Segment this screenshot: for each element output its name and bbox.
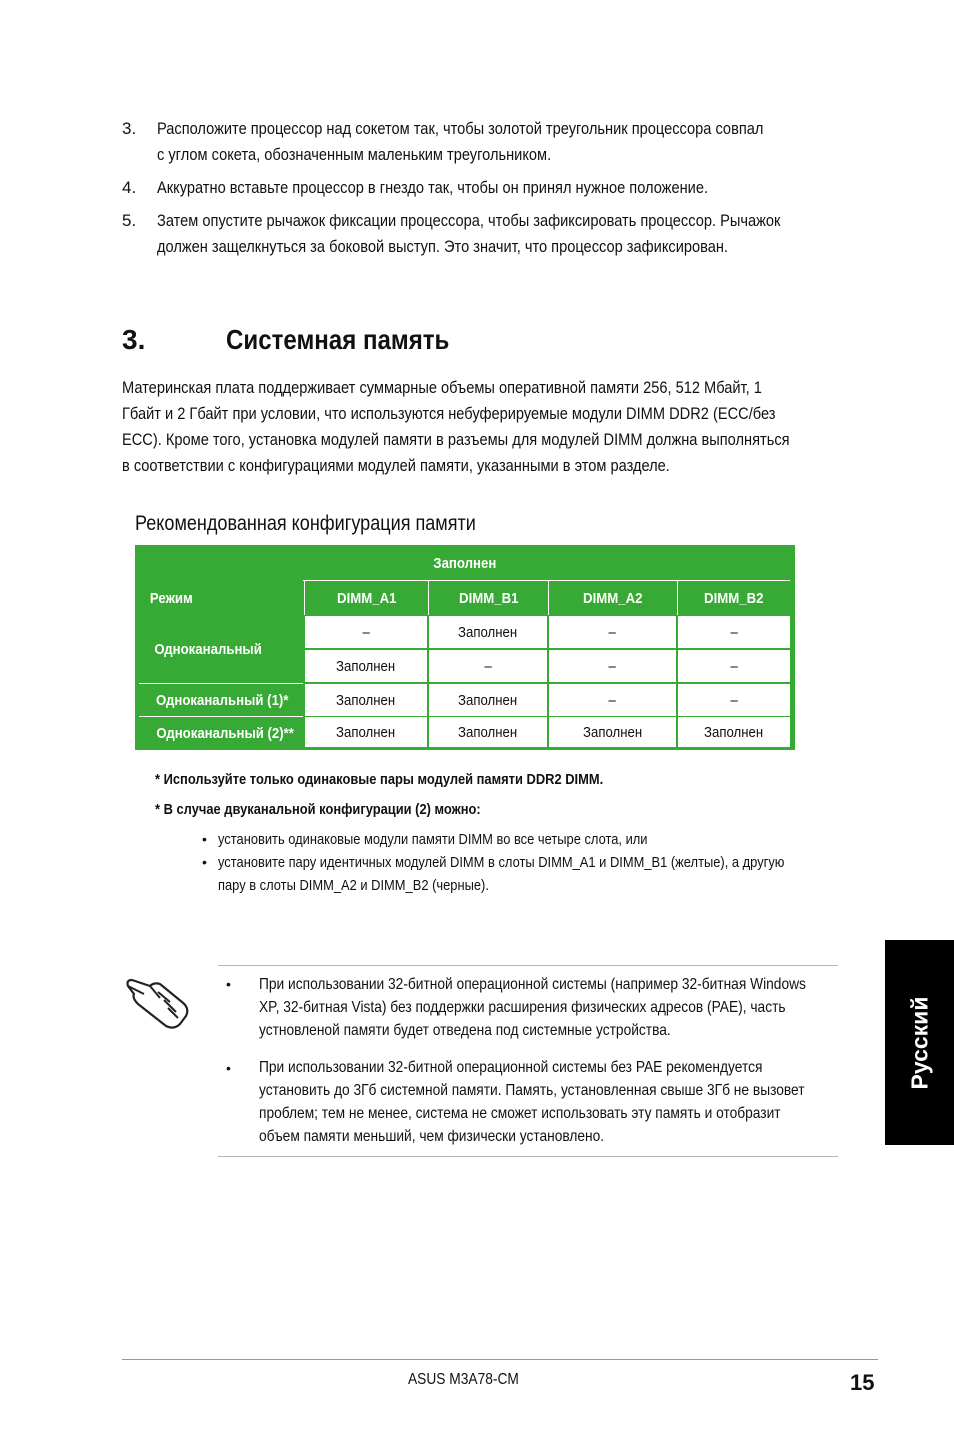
- tip-line: устновленой памяти будет отведена под системные устройства.: [259, 1022, 671, 1039]
- tip-bullet: •: [226, 976, 231, 992]
- tip-line: объем памяти меньший, чем физически установлено.: [259, 1128, 605, 1145]
- footer-rule: [122, 1359, 878, 1360]
- intro-line: ECC). Кроме того, установка модулей памяти в разъемы для модулей DIMM должна выполняться: [122, 430, 790, 449]
- column-header: DIMM_A1: [304, 581, 428, 615]
- table-cell: Заполнен: [429, 684, 547, 716]
- section-title: Системная память: [226, 324, 450, 355]
- footer-model: ASUS M3A78-CM: [408, 1371, 519, 1388]
- memory-config-table: [135, 545, 795, 750]
- tip-item: [259, 1056, 805, 1148]
- mode-label: Одноканальный: [154, 640, 262, 658]
- column-header: DIMM_B2: [677, 581, 790, 615]
- table-cell: –: [549, 616, 676, 648]
- step-line: с углом сокета, обозначенным маленьким треугольником.: [157, 145, 552, 164]
- column-header: DIMM_A2: [548, 581, 677, 615]
- step-line: Расположите процессор над сокетом так, чтобы золотой треугольник процессора совпал: [157, 119, 764, 138]
- mode-header: Режим: [149, 589, 193, 607]
- tip-line: XP, 32-битная Vista) без поддержки расширения физических адресов (PAE), часть: [259, 999, 786, 1016]
- intro-line: Гбайт и 2 Гбайт при условии, что используются небуферируемые модули DIMM DDR2 (ECC/без: [122, 404, 776, 423]
- table-cell: Заполнен: [305, 650, 427, 682]
- step-line: Аккуратно вставьте процессор в гнездо так, чтобы он принял нужное положение.: [157, 178, 709, 197]
- subsection-title: Рекомендованная конфигурация памяти: [135, 512, 476, 535]
- language-side-tab: [885, 940, 954, 1145]
- table-cell: –: [305, 616, 427, 648]
- step-number: 3.: [122, 119, 137, 138]
- table-cell: Заполнен: [678, 717, 790, 747]
- table-cell: Заполнен: [429, 616, 547, 648]
- tip-line: При использовании 32-битной операционной системы без PAE рекомендуется: [259, 1059, 763, 1076]
- table-cell: –: [678, 616, 790, 648]
- language-label: Русский: [906, 996, 932, 1089]
- step-text: [157, 116, 763, 168]
- bullet-line: установить одинаковые модули памяти DIMM во все четыре слота, или: [218, 831, 648, 848]
- tip-bullet: •: [226, 1060, 231, 1076]
- table-footnote: * Используйте только одинаковые пары модулей памяти DDR2 DIMM.: [155, 771, 604, 788]
- tip-top-rule: [218, 965, 838, 966]
- step-text: [157, 208, 780, 260]
- bullet-marker: •: [202, 854, 207, 870]
- table-cell: –: [549, 650, 676, 682]
- column-header: DIMM_B1: [428, 581, 548, 615]
- intro-paragraph: [122, 375, 790, 479]
- table-footnote: * В случае двуканальной конфигурации (2) можно:: [155, 801, 481, 818]
- bullet-item: [218, 851, 784, 897]
- step-line: Затем опустите рычажок фиксации процессора, чтобы зафиксировать процессор. Рычажок: [157, 211, 781, 230]
- table-cell: Заполнен: [429, 717, 547, 747]
- group-header: Заполнен: [433, 554, 497, 572]
- hand-note-icon: [124, 972, 194, 1032]
- tip-line: При использовании 32-битной операционной системы (например 32-битная Windows: [259, 976, 806, 993]
- tip-bottom-rule: [218, 1156, 838, 1157]
- bullet-marker: •: [202, 831, 207, 847]
- step-number: 4.: [122, 178, 137, 197]
- tip-item: [259, 973, 806, 1042]
- mode-label: Одноканальный (1)*: [156, 691, 289, 709]
- table-cell: –: [429, 650, 547, 682]
- table-cell: Заполнен: [305, 684, 427, 716]
- table-cell: –: [549, 684, 676, 716]
- table-cell: –: [678, 650, 790, 682]
- step-number: 5.: [122, 211, 137, 230]
- bullet-line: установите пару идентичных модулей DIMM в слоты DIMM_A1 и DIMM_B1 (желтые), а другую: [218, 854, 785, 871]
- step-line: должен защелкнуться за боковой выступ. Это значит, что процессор зафиксирован.: [157, 237, 728, 256]
- step-text: [157, 175, 708, 201]
- tip-line: установить до 3Гб системной памяти. Память, установленная свыше 3Гб не вызовет: [259, 1082, 805, 1099]
- bullet-line: пару в слоты DIMM_A2 и DIMM_B2 (черные).: [218, 877, 489, 894]
- intro-line: в соответствии с конфигурациями модулей памяти, указанными в этом разделе.: [122, 456, 670, 475]
- section-number: 3.: [122, 324, 146, 355]
- table-cell: –: [678, 684, 790, 716]
- table-cell: Заполнен: [549, 717, 676, 747]
- bullet-item: [218, 828, 648, 851]
- mode-label: Одноканальный (2)**: [156, 724, 294, 742]
- page-number: 15: [850, 1370, 875, 1395]
- table-cell: Заполнен: [305, 717, 427, 747]
- tip-line: проблем; тем не менее, система не сможет использовать эту память и отобразит: [259, 1105, 781, 1122]
- intro-line: Материнская плата поддерживает суммарные объемы оперативной памяти 256, 512 Мбайт, 1: [122, 378, 762, 397]
